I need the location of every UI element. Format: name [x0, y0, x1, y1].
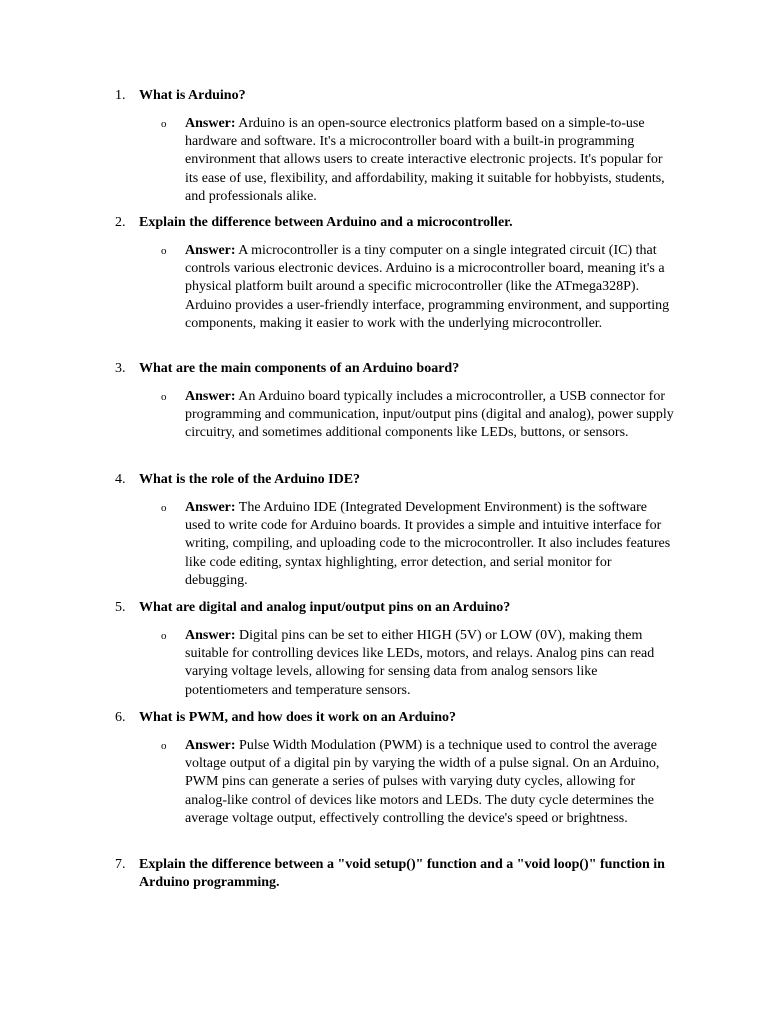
bullet-marker: o — [161, 740, 167, 752]
question-text: What are the main components of an Arduino board? — [139, 361, 460, 376]
question-number: 2. — [115, 215, 126, 230]
question-number: 4. — [115, 472, 126, 487]
question-1 — [0, 87, 679, 105]
bullet-marker: o — [161, 630, 167, 642]
question-number: 3. — [115, 361, 126, 376]
answer-5 — [0, 627, 675, 700]
answer-6 — [0, 737, 675, 828]
answer-3 — [0, 388, 675, 443]
bullet-marker: o — [161, 391, 167, 403]
question-7 — [0, 856, 679, 892]
qa-item-3 — [0, 360, 768, 443]
answer-text: Digital pins can be set to either HIGH (5V) or LOW (0V), making them suitable for controlling devices like LEDs, motors, and relays. Analog pins can read varying voltage levels, allowing for sensing data from analog sensors like potentiometers and temperature sensors. — [185, 628, 655, 698]
qa-item-4 — [0, 471, 768, 590]
question-6 — [0, 709, 679, 727]
answer-label: Answer: — [185, 500, 236, 515]
question-text: What are digital and analog input/output pins on an Arduino? — [139, 600, 511, 615]
answer-text: A microcontroller is a tiny computer on a single integrated circuit (IC) that controls various electronic devices. Arduino is a microcontroller board, meaning it's a physical platform built around a specific microcontroller (like the ATmega328P). Arduino provides a user-friendly interface, programming environment, and supporting components, making it easier to work with the underlying microcontroller. — [185, 243, 670, 331]
answer-text: An Arduino board typically includes a microcontroller, a USB connector for programming and communication, input/output pins (digital and analog), power supply circuitry, and sometimes additional components like LEDs, buttons, or sensors. — [185, 389, 674, 441]
question-number: 1. — [115, 88, 126, 103]
question-4 — [0, 471, 679, 489]
answer-4 — [0, 499, 675, 590]
bullet-marker: o — [161, 118, 167, 130]
answer-label: Answer: — [185, 738, 236, 753]
question-5 — [0, 599, 679, 617]
question-text: Explain the difference between Arduino and a microcontroller. — [139, 215, 513, 230]
bullet-marker: o — [161, 245, 167, 257]
bullet-marker: o — [161, 502, 167, 514]
answer-2 — [0, 242, 675, 333]
answer-1 — [0, 115, 675, 206]
answer-text: Arduino is an open-source electronics platform based on a simple-to-use hardware and software. It's a microcontroller board with a built-in programming environment that allows users to create interactive electronic projects. It's popular for its ease of use, flexibility, and affordability, making it suitable for hobbyists, students, and professionals alike. — [185, 116, 665, 204]
qa-item-5 — [0, 599, 768, 700]
question-text: What is PWM, and how does it work on an Arduino? — [139, 710, 457, 725]
answer-text: The Arduino IDE (Integrated Development Environment) is the software used to write code for Arduino boards. It provides a simple and intuitive interface for writing, compiling, and uploading code to the microcontroller. It also includes features like code editing, syntax highlighting, error detection, and serial monitor for debugging. — [185, 500, 671, 588]
question-text: What is Arduino? — [139, 88, 246, 103]
answer-label: Answer: — [185, 628, 236, 643]
qa-item-1 — [0, 87, 768, 206]
question-text: What is the role of the Arduino IDE? — [139, 472, 361, 487]
question-text: Explain the difference between a "void setup()" function and a "void loop()" function in Arduino programming. — [139, 857, 665, 890]
qa-item-2 — [0, 214, 768, 333]
question-3 — [0, 360, 679, 378]
answer-text: Pulse Width Modulation (PWM) is a technique used to control the average voltage output of a digital pin by varying the width of a pulse signal. On an Arduino, PWM pins can generate a series of pulses with varying duty cycles, allowing for analog-like control of devices like motors and LEDs. The duty cycle determines the average voltage output, effectively controlling the device's speed or brightness. — [185, 738, 660, 826]
qa-item-7 — [0, 856, 768, 892]
answer-label: Answer: — [185, 116, 236, 131]
question-2 — [0, 214, 679, 232]
question-number: 6. — [115, 710, 126, 725]
question-number: 7. — [115, 857, 126, 872]
answer-label: Answer: — [185, 389, 236, 404]
question-number: 5. — [115, 600, 126, 615]
qa-item-6 — [0, 709, 768, 828]
answer-label: Answer: — [185, 243, 236, 258]
